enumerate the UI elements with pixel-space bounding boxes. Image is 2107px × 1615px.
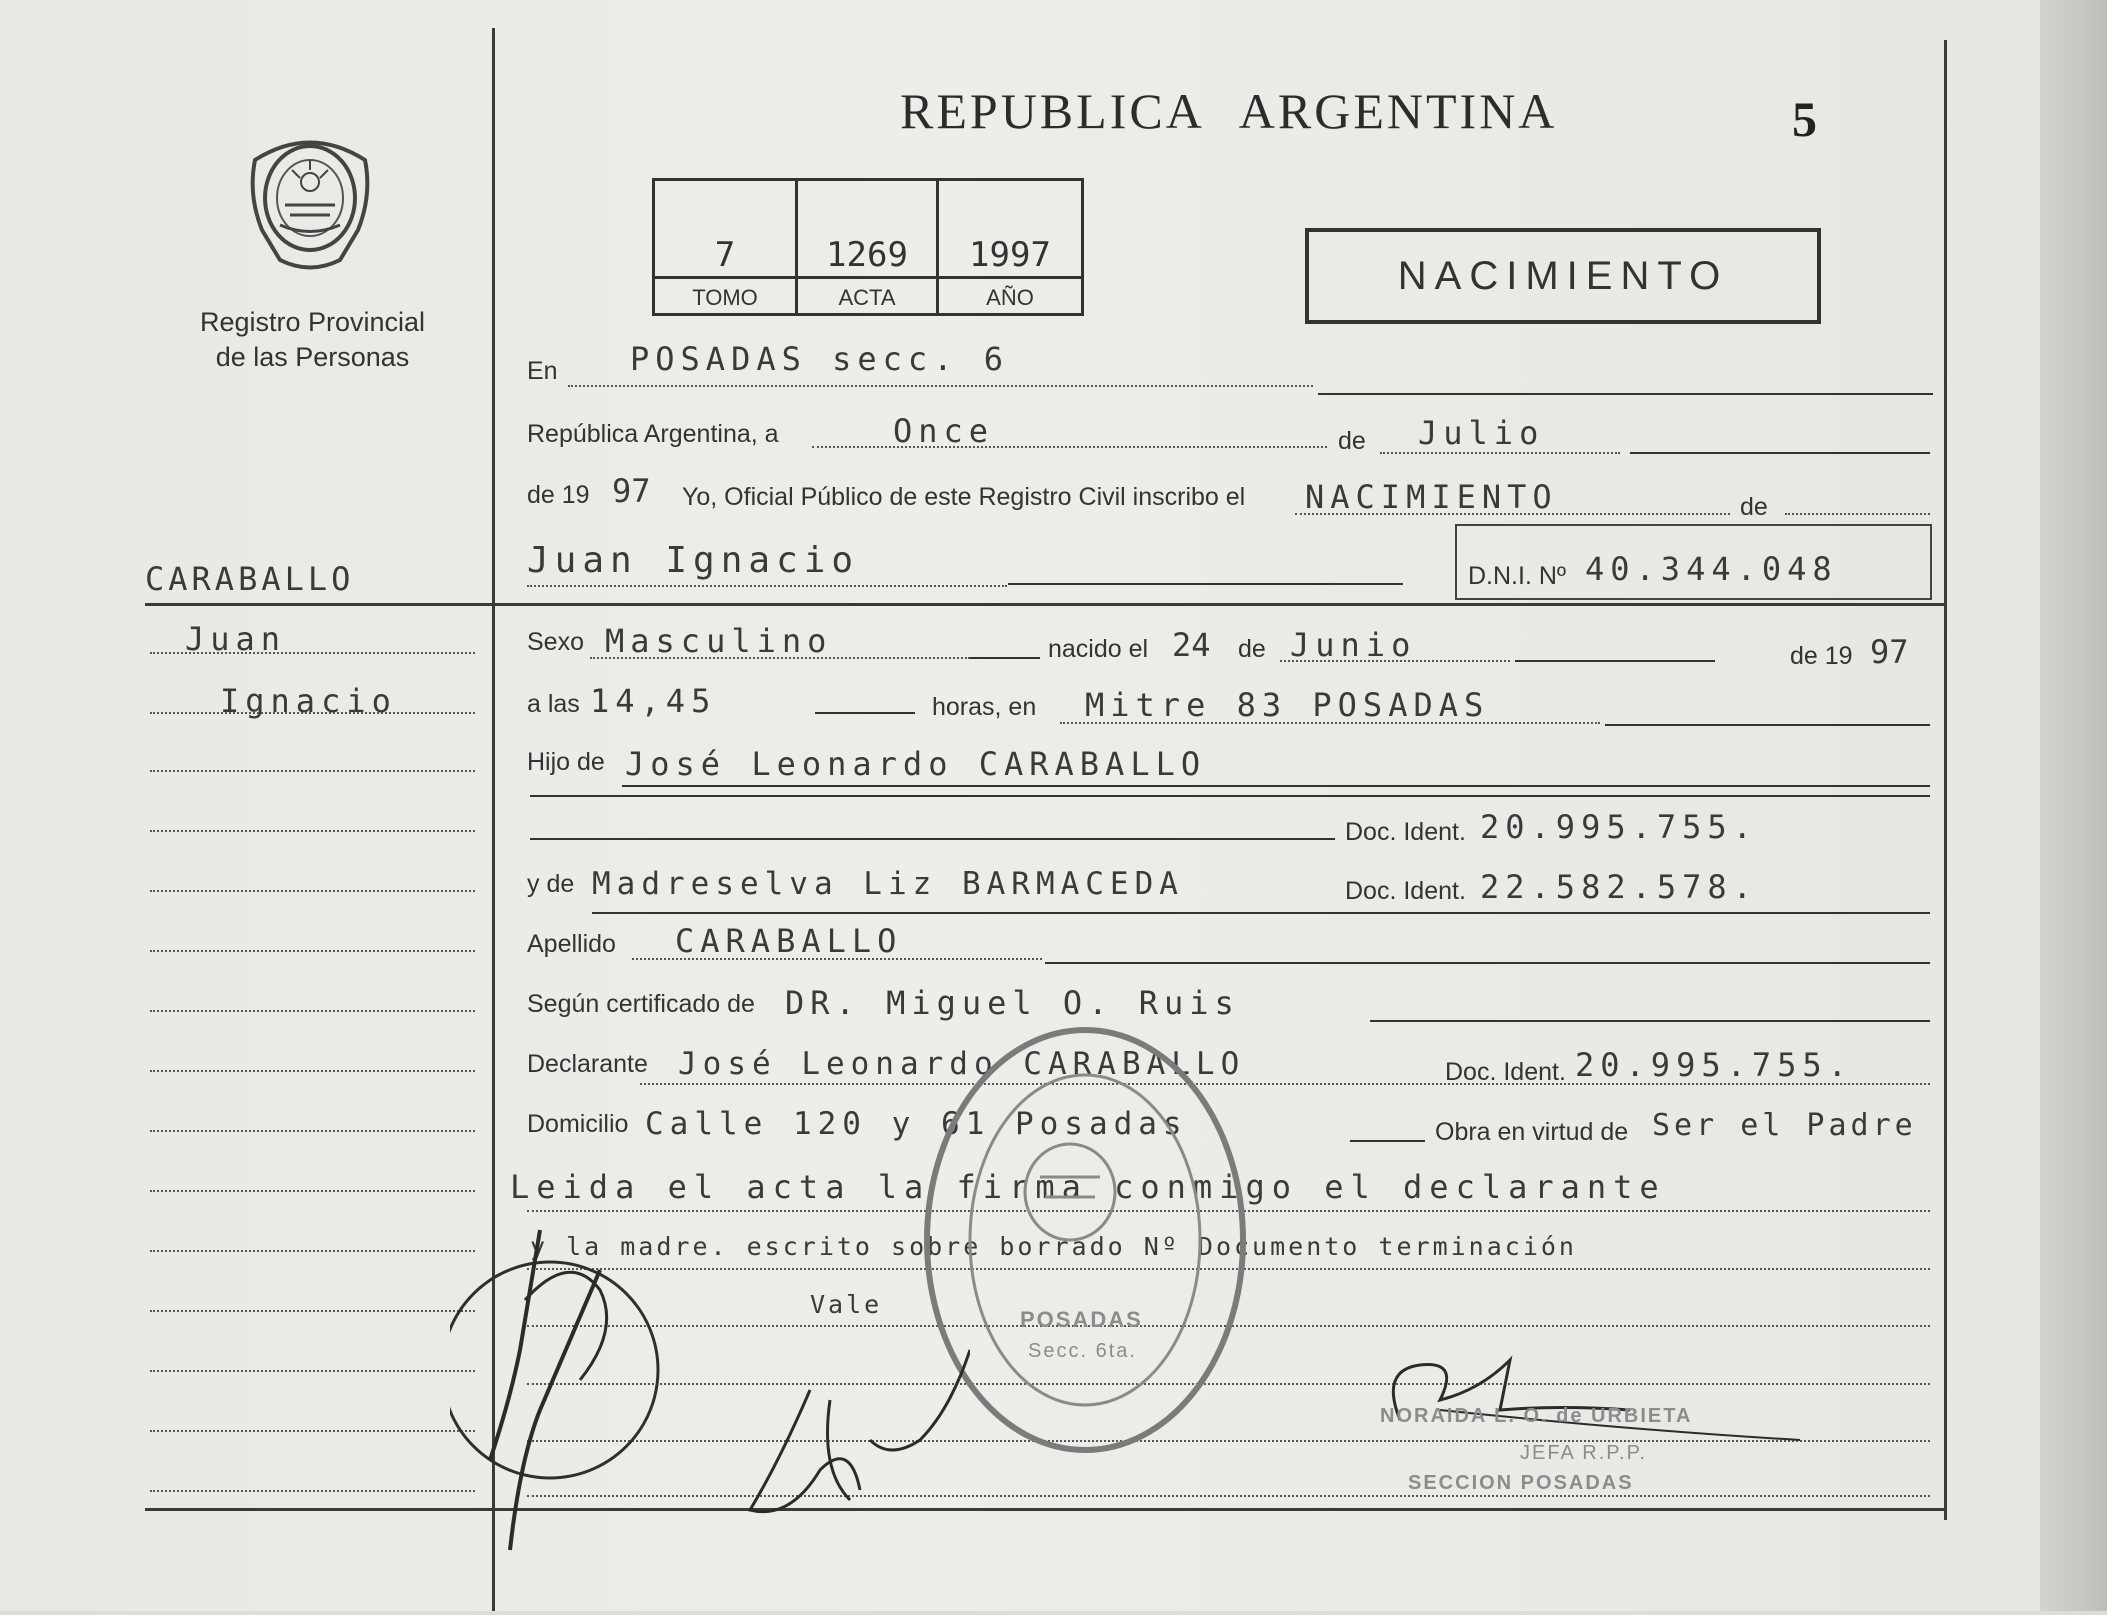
anio-value: 1997 <box>969 235 1051 275</box>
name-value: Juan Ignacio <box>527 540 860 581</box>
en-rule <box>1318 393 1933 395</box>
declarante-dots <box>640 1083 1930 1085</box>
stamp-section: Secc. 6ta. <box>1028 1340 1137 1362</box>
declarante-label: Declarante <box>527 1050 648 1078</box>
father-rule-2 <box>530 795 1930 797</box>
certificado-value: DR. Miguel O. Ruis <box>785 984 1240 1022</box>
sexo-label: Sexo <box>527 628 584 656</box>
page-number: 5 <box>1792 91 1817 147</box>
tomo-label: TOMO <box>655 276 795 316</box>
mother-doc-label: Doc. Ident. <box>1345 877 1466 905</box>
office-line-2: de las Personas <box>215 342 410 372</box>
margin-line-12 <box>150 1310 475 1312</box>
tomo-value: 7 <box>714 235 736 275</box>
oficial-text: Yo, Oficial Público de este Registro Civil inscribo el <box>682 483 1246 511</box>
margin-line-6 <box>150 950 475 952</box>
father-doc-rule <box>530 838 1335 840</box>
nacido-label: nacido el <box>1048 635 1149 663</box>
document-type: NACIMIENTO <box>1397 254 1729 298</box>
declarante-doc-label: Doc. Ident. <box>1445 1058 1566 1086</box>
apellido-label: Apellido <box>527 930 616 958</box>
name-dots <box>527 585 1007 587</box>
en-value: POSADAS secc. 6 <box>630 340 1009 378</box>
margin-surname: CARABALLO <box>145 560 355 598</box>
place-value: Mitre 83 POSADAS <box>1085 686 1490 724</box>
mother-doc: 22.582.578. <box>1480 868 1758 906</box>
month-value: Julio <box>1418 414 1545 452</box>
page-edge <box>2040 0 2107 1611</box>
dni-value: 40.344.048 <box>1585 550 1838 588</box>
registry-table <box>652 178 1084 316</box>
alas-label: a las <box>527 690 580 718</box>
official-section: SECCION POSADAS <box>1408 1472 1634 1494</box>
official-role: JEFA R.P.P. <box>1520 1442 1647 1464</box>
provincial-seal-emblem <box>240 120 380 275</box>
office-line-1: Registro Provincial <box>199 307 426 337</box>
sexo-value: Masculino <box>605 622 833 660</box>
margin-line-1 <box>150 652 475 654</box>
dni-label: D.N.I. Nº <box>1468 562 1567 590</box>
de-end-label: de <box>1740 493 1768 521</box>
obra-label: Obra en virtud de <box>1435 1118 1629 1146</box>
margin-line-15 <box>150 1490 475 1492</box>
domicilio-rule <box>1350 1140 1425 1142</box>
day-value: Once <box>893 412 995 450</box>
en-dots <box>568 385 1313 387</box>
document-type-box <box>1305 228 1821 324</box>
horas-label: horas, en <box>932 693 1037 721</box>
margin-line-8 <box>150 1070 475 1072</box>
margin-line-3 <box>150 770 475 772</box>
year-value: 97 <box>612 472 651 510</box>
name-row-rule <box>145 603 1945 606</box>
father-doc-label: Doc. Ident. <box>1345 818 1466 846</box>
official-signature-block <box>1380 1350 1880 1520</box>
birth-month: Junio <box>1290 626 1417 664</box>
republica-label: República Argentina, a <box>527 420 779 448</box>
hijo-label: Hijo de <box>527 748 605 776</box>
time-rule <box>815 712 915 714</box>
birth-year-prefix: de 19 <box>1790 642 1853 670</box>
margin-line-11 <box>150 1250 475 1252</box>
birth-month-rule <box>1515 660 1715 662</box>
margin-line-13 <box>150 1370 475 1372</box>
margin-line-9 <box>150 1130 475 1132</box>
margin-name-2: Ignacio <box>220 682 397 720</box>
month-dots <box>1380 452 1620 454</box>
father-rule <box>622 785 1930 787</box>
segun-label: Según certificado de <box>527 990 755 1018</box>
domicilio-value: Calle 120 y 61 Posadas <box>645 1106 1188 1142</box>
yde-label: y de <box>527 870 575 898</box>
apellido-value: CARABALLO <box>675 922 903 960</box>
tomo-cell <box>655 181 798 313</box>
margin-line-4 <box>150 830 475 832</box>
margin-line-14 <box>150 1430 475 1432</box>
handwritten-signatures <box>450 1210 970 1610</box>
name-rule <box>1008 583 1403 585</box>
birth-year: 97 <box>1870 633 1909 671</box>
day-dots <box>812 446 1327 448</box>
margin-line-7 <box>150 1010 475 1012</box>
stamp-city: POSADAS <box>1020 1307 1143 1332</box>
sexo-rule <box>970 657 1040 659</box>
document-title: REPUBLICA ARGENTINA <box>900 83 1558 139</box>
year-prefix: de 19 <box>527 481 590 509</box>
registry-office-name <box>150 305 475 375</box>
en-label: En <box>527 357 558 385</box>
domicilio-label: Domicilio <box>527 1110 629 1138</box>
de-end-dots <box>1785 513 1930 515</box>
margin-line-2 <box>150 712 475 714</box>
anio-cell <box>939 181 1081 313</box>
right-border <box>1944 40 1947 1520</box>
anio-label: AÑO <box>939 276 1081 316</box>
time-value: 14,45 <box>590 682 717 720</box>
margin-name-1: Juan <box>185 620 287 658</box>
apellido-rule <box>1045 962 1930 964</box>
mother-rule <box>592 912 1930 914</box>
declarante-value: José Leonardo CARABALLO <box>678 1046 1246 1082</box>
de2-label: de <box>1238 635 1266 663</box>
mother-value: Madreselva Liz BARMACEDA <box>592 866 1184 902</box>
month-rule <box>1630 452 1930 454</box>
acta-value: 1269 <box>826 235 908 275</box>
father-value: José Leonardo CARABALLO <box>625 745 1207 783</box>
place-rule <box>1605 724 1930 726</box>
note-line-3: Vale <box>810 1290 883 1319</box>
de-month-label: de <box>1338 427 1366 455</box>
margin-line-10 <box>150 1190 475 1192</box>
official-name: NORAIDA L. O. de URBIETA <box>1380 1405 1693 1427</box>
obra-value: Ser el Padre <box>1652 1108 1917 1143</box>
father-doc: 20.995.755. <box>1480 808 1758 846</box>
margin-line-5 <box>150 890 475 892</box>
acta-cell <box>798 181 939 313</box>
note-line-2: y la madre. escrito sobre borrado Nº Documento terminación <box>530 1232 1577 1261</box>
declarante-doc: 20.995.755. <box>1575 1046 1853 1084</box>
inscribe-value: NACIMIENTO <box>1305 478 1558 516</box>
certificado-rule <box>1370 1020 1930 1022</box>
note-line-1: Leida el acta la firma conmigo el declarante <box>510 1168 1666 1206</box>
acta-label: ACTA <box>798 276 936 316</box>
birth-day: 24 <box>1172 626 1211 664</box>
